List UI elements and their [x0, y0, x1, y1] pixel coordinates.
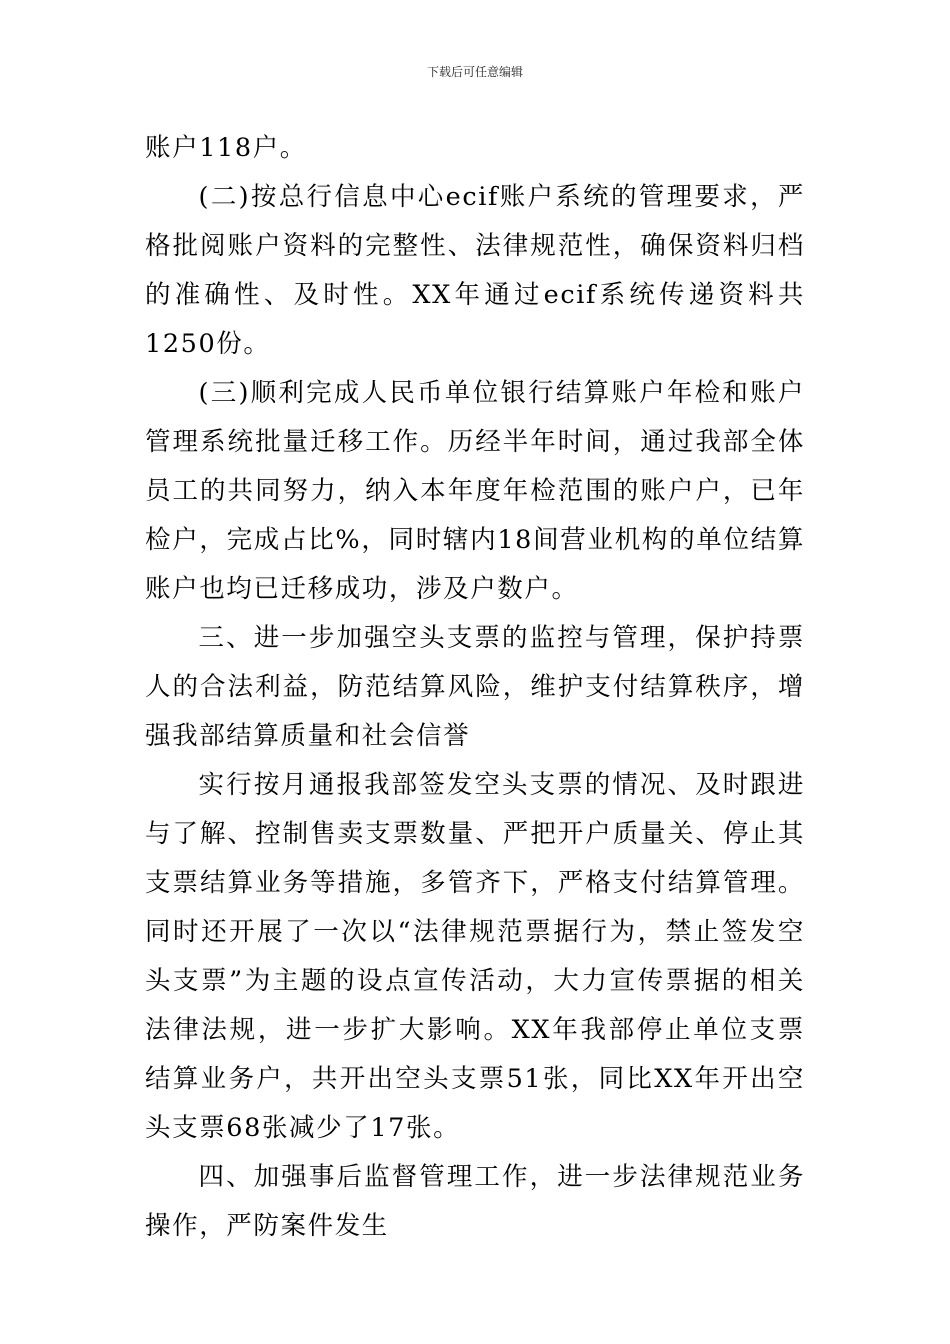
paragraph-continuation: 账户118户。 [145, 133, 307, 163]
page-header: 下载后可任意编辑 [426, 65, 523, 79]
paragraph-annual-check: (三)顺利完成人民币单位银行结算账户年检和账户管理系统批量迁移工作。历经半年时间，通过我部全体员工的共同努力，纳入本年度年检范围的账户户，已年检户，完成占比%，同时辖内18间营业机构的单位结算账户也均已迁移成功，涉及户数户。 [145, 378, 805, 604]
paragraph-bad-cheque-measures: 实行按月通报我部签发空头支票的情况、及时跟进与了解、控制售卖支票数量、严把开户质量关、停止其支票结算业务等措施，多管齐下，严格支付结算管理。同时还开展了一次以“法律规范票据行为，禁止签发空头支票”为主题的设点宣传活动，大力宣传票据的相关法律法规，进一步扩大影响。XX年我部停止单位支票结算业务户，共开出空头支票51张，同比XX年开出空头支票68张减少了17张。 [145, 770, 805, 1143]
paragraph-ecif: (二)按总行信息中心ecif账户系统的管理要求，严格批阅账户资料的完整性、法律规范性，确保资料归档的准确性、及时性。XX年通过ecif系统传递资料共1250份。 [145, 182, 805, 359]
section-heading-three: 三、进一步加强空头支票的监控与管理，保护持票人的合法利益，防范结算风险，维护支付结算秩序，增强我部结算质量和社会信誉 [145, 623, 805, 751]
document-body [145, 124, 805, 1251]
section-heading-four: 四、加强事后监督管理工作，进一步法律规范业务操作，严防案件发生 [145, 1162, 805, 1241]
